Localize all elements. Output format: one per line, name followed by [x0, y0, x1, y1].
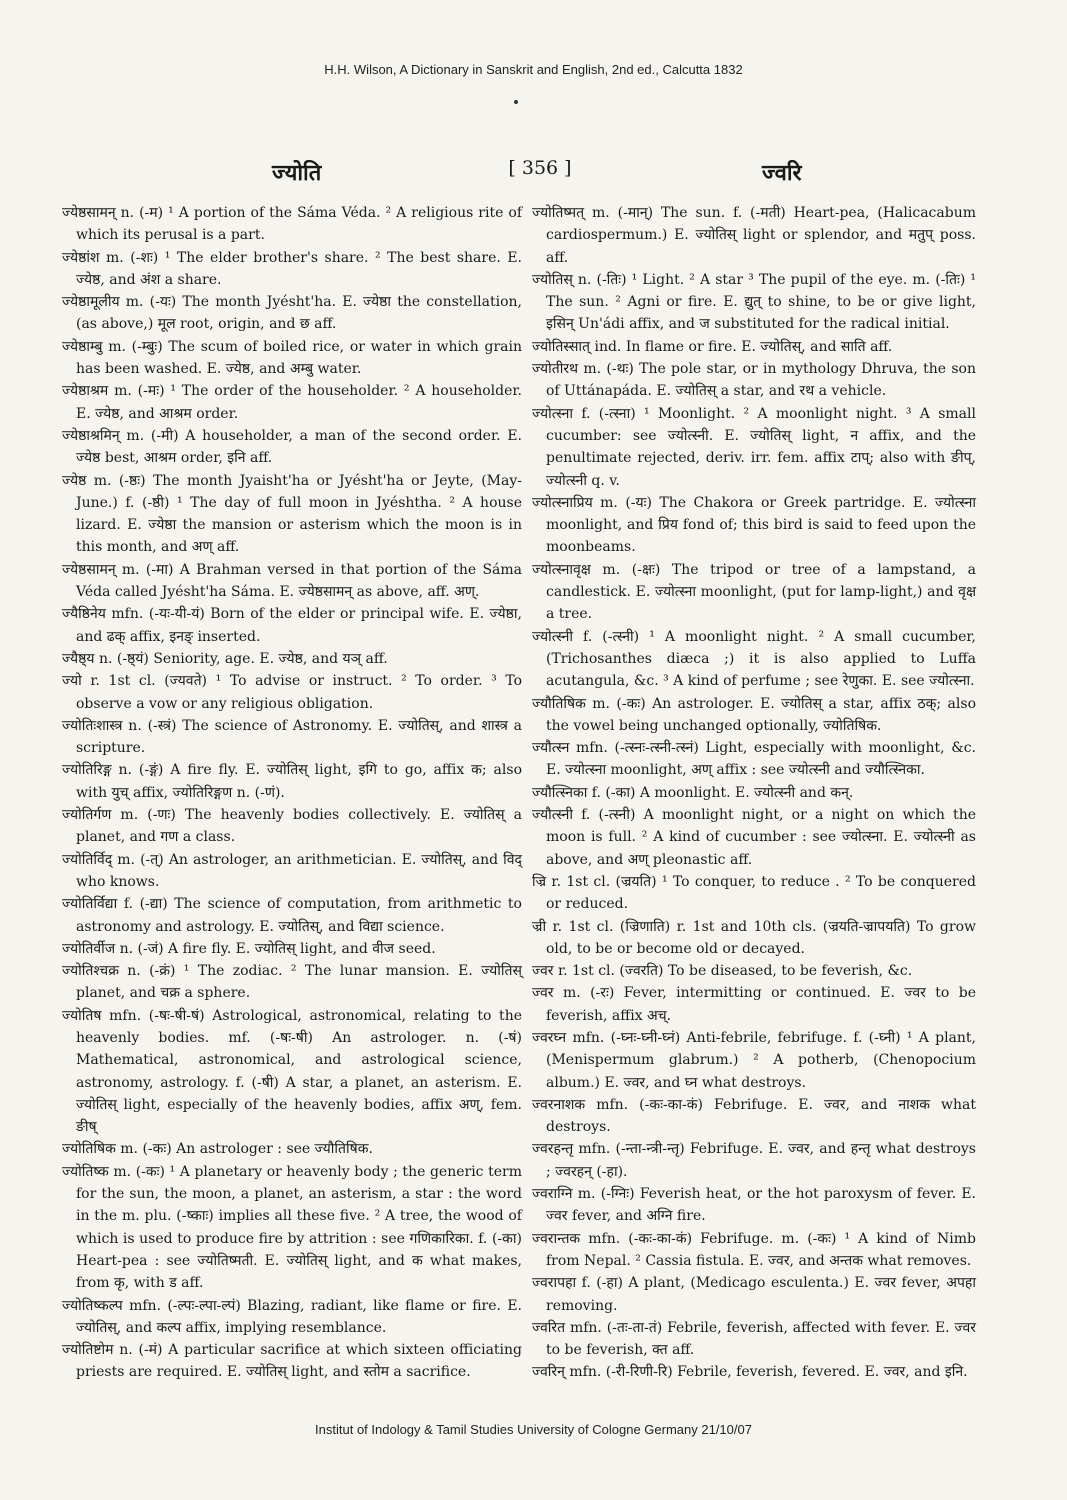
- dictionary-entry: ज्येष्ठाम्बु m. (-म्बुः) The scum of boiled rice, or water in which grain has been washed. E. ज्येष्ठ, and अम्बु water.: [62, 338, 522, 378]
- dictionary-entry: ज्योत्स्नी f. (-त्स्नी) ¹ A moonlight night. ² A small cucumber, (Trichosanthes diæca ;) it is also applied to Luffa acutangula, &c. ³ A kind of perfume ; see रेणुका. E. see ज्योत्स्ना.: [532, 628, 976, 690]
- left-column: [62, 202, 522, 1384]
- dictionary-entry: ज्यौत्स्न mfn. (-त्स्नः-त्स्नी-त्स्नं) Light, especially with moonlight, &c. E. ज्योत्स्ना moonlight, अण् affix : see ज्योत्स्नी and ज्यौत्स्निका.: [532, 740, 976, 779]
- dictionary-entry: ज्वर m. (-रः) Fever, intermitting or continued. E. ज्वर to be feverish, affix अच्.: [532, 985, 976, 1024]
- dictionary-entry: ज्वर r. 1st cl. (ज्वरति) To be diseased, to be feverish, &c.: [532, 963, 913, 980]
- right-column: [532, 202, 976, 1384]
- dictionary-entry: ज्रि r. 1st cl. (ज्रयति) ¹ To conquer, to reduce . ² To be conquered or reduced.: [532, 873, 976, 913]
- dictionary-entry: ज्योतिश्चक्र n. (-क्रं) ¹ The zodiac. ² The lunar mansion. E. ज्योतिस् planet, and चक्र a sphere.: [62, 963, 522, 1002]
- dictionary-entry: ज्येष्ठसामन् n. (-म) ¹ A portion of the Sáma Véda. ² A religious rite of which its perusal is a part.: [62, 205, 522, 244]
- dictionary-entry: ज्यो r. 1st cl. (ज्यवते) ¹ To advise or instruct. ² To order. ³ To observe a vow or any religious obligation.: [62, 673, 522, 712]
- dictionary-entry: ज्री r. 1st cl. (ज्रिणाति) r. 1st and 10th cls. (ज्रयति-ज्रापयति) To grow old, to be or become old or decayed.: [532, 918, 976, 957]
- page-number: [ 356 ]: [508, 157, 572, 179]
- dictionary-entry: ज्येष्ठांश m. (-शः) ¹ The elder brother's share. ² The best share. E. ज्येष्ठ, and अंश a share.: [62, 249, 522, 288]
- dictionary-entry: ज्येष्ठसामन् m. (-मा) A Brahman versed in that portion of the Sáma Véda called Jyésht'ha Sáma. E. ज्येष्ठसामन् as above, aff. अण्.: [62, 561, 522, 601]
- dictionary-entry: ज्योतिरिङ्ग n. (-ङ्गं) A fire fly. E. ज्योतिस् light, इगि to go, affix क; also with युच् affix, ज्योतिरिङ्गण n. (-णं).: [62, 762, 522, 801]
- dictionary-entry: ज्वरनाशक mfn. (-कः-का-कं) Febrifuge. E. ज्वर, and नाशक what destroys.: [532, 1096, 976, 1136]
- dictionary-entry: ज्यौत्स्निका f. (-का) A moonlight. E. ज्योत्स्नी and कन्.: [532, 784, 854, 801]
- dictionary-entry: ज्योतिष mfn. (-षः-षी-षं) Astrological, astronomical, relating to the heavenly bodies. mf. (-षः-षी) An astrologer. n. (-षं) Mathematical, astronomical, and astrological science, astronomy, astrology. f. (-षी) A star, a planet, an asterism. E. ज्योतिस् light, especially of the heavenly bodies, affix अण्, fem. ङीष्: [62, 1007, 522, 1136]
- dictionary-entry: ज्यैष्ठिनेय mfn. (-यः-यी-यं) Born of the elder or principal wife. E. ज्येष्ठा, and ढक् affix, इनङ् inserted.: [62, 606, 522, 645]
- dictionary-entry: ज्वरापहा f. (-हा) A plant, (Medicago esculenta.) E. ज्वर fever, अपहा removing.: [532, 1275, 976, 1314]
- right-headword: ज्वरि: [762, 160, 802, 186]
- dictionary-entry: ज्योत्स्ना f. (-त्स्ना) ¹ Moonlight. ² A moonlight night. ³ A small cucumber: see ज्योत्स्नी. E. ज्योतिस् light, न affix, and the penultimate rejected, deriv. irr. fem. affix टाप्; also with ङीप्, ज्योत्स्नी q. v.: [532, 405, 976, 489]
- dictionary-entry: ज्योत्स्नाप्रिय m. (-यः) The Chakora or Greek partridge. E. ज्योत्स्ना moonlight, and प्रिय fond of; this bird is said to feed upon the moonbeams.: [532, 494, 976, 556]
- dictionary-entry: ज्वरघ्न mfn. (-घ्नः-घ्नी-घ्नं) Anti-febrile, febrifuge. f. (-घ्नी) ¹ A plant, (Menispermum glabrum.) ² A potherb, (Chenopocium album.) E. ज्वर, and घ्न what destroys.: [532, 1029, 976, 1091]
- dictionary-entry: ज्योतिष्टोम n. (-मं) A particular sacrifice at which sixteen officiating priests are required. E. ज्योतिस् light, and स्तोम a sacrifice.: [62, 1342, 522, 1381]
- dictionary-entry: ज्योतिर्विद्या f. (-द्या) The science of computation, from arithmetic to astronomy and astrology. E. ज्योतिस्, and विद्या science.: [62, 896, 522, 935]
- speck-mark: [514, 100, 518, 104]
- dictionary-entry: ज्येष्ठाश्रमिन् m. (-मी) A householder, a man of the second order. E. ज्येष्ठ best, आश्रम order, इनि aff.: [62, 427, 522, 467]
- dictionary-entry: ज्वराग्नि m. (-ग्निः) Feverish heat, or the hot paroxysm of fever. E. ज्वर fever, and अग्नि fire.: [532, 1186, 976, 1225]
- dictionary-entry: ज्योतिस् n. (-तिः) ¹ Light. ² A star ³ The pupil of the eye. m. (-तिः) ¹ The sun. ² Agni or fire. E. द्युत् to shine, to be or give light, इसिन् Un'ádi affix, and ज substituted for the radical initial.: [532, 271, 976, 333]
- dictionary-entry: ज्येष्ठामूलीय m. (-यः) The month Jyésht'ha. E. ज्येष्ठा the constellation, (as above,) मूल root, origin, and छ aff.: [62, 294, 522, 333]
- dictionary-entry: ज्योतिष्कल्प mfn. (-ल्पः-ल्पा-ल्पं) Blazing, radiant, like flame or fire. E. ज्योतिस्, and कल्प affix, implying resemblance.: [62, 1297, 522, 1336]
- dictionary-entry: ज्योतिर्गण m. (-णः) The heavenly bodies collectively. E. ज्योतिस् a planet, and गण a class.: [62, 807, 522, 846]
- dictionary-entry: ज्वरित mfn. (-तः-ता-तं) Febrile, feverish, affected with fever. E. ज्वर to be feverish, क्त aff.: [532, 1319, 976, 1359]
- dictionary-entry: ज्वरहन्तृ mfn. (-न्ता-न्त्री-न्तृ) Febrifuge. E. ज्वर, and हन्तृ what destroys ; ज्वरहन् (-हा).: [532, 1141, 976, 1180]
- dictionary-entry: ज्योतिर्वीज n. (-जं) A fire fly. E. ज्योतिस् light, and वीज seed.: [62, 940, 436, 957]
- dictionary-entry: ज्यौत्स्नी f. (-त्स्नी) A moonlight night, or a night on which the moon is full. ² A kind of cucumber : see ज्योत्स्ना. E. ज्योत्स्नी as above, and अण् pleonastic aff.: [532, 807, 976, 868]
- dictionary-entry: ज्वरिन् mfn. (-री-रिणी-रि) Febrile, feverish, fevered. E. ज्वर, and इनि.: [532, 1364, 968, 1381]
- dictionary-entry: ज्योतिःशास्त्र n. (-स्त्रं) The science of Astronomy. E. ज्योतिस्, and शास्त्र a scripture.: [62, 717, 522, 757]
- dictionary-entry: ज्वरान्तक mfn. (-कः-का-कं) Febrifuge. m. (-कः) ¹ A kind of Nimb from Nepal. ² Cassia fistula. E. ज्वर, and अन्तक what removes.: [532, 1230, 976, 1269]
- dictionary-entry: ज्योतिष्क m. (-कः) ¹ A planetary or heavenly body ; the generic term for the sun, the moon, a planet, an asterism, a star : the word in the m. plu. (-ष्काः) implies all these five. ² A tree, the wood of which is used to produce fire by attrition : see गणिकारिका. f. (-का) Heart-pea : see ज्योतिष्मती. E. ज्योतिस् light, and क what makes, from कृ, with ड aff.: [62, 1163, 522, 1292]
- dictionary-entry: ज्येष्ठाश्रम m. (-मः) ¹ The order of the householder. ² A householder. E. ज्येष्ठ, and आश्रम order.: [62, 383, 522, 422]
- dictionary-entry: ज्योतिस्सात् ind. In flame or fire. E. ज्योतिस्, and साति aff.: [532, 338, 893, 355]
- left-headword: ज्योति: [272, 160, 322, 186]
- dictionary-entry: ज्योत्स्नावृक्ष m. (-क्षः) The tripod or tree of a lampstand, a candlestick. E. ज्योत्स्ना moonlight, (put for lamp-light,) and वृक्ष a tree.: [532, 561, 976, 623]
- dictionary-entry: ज्येष्ठ m. (-ष्ठः) The month Jyaisht'ha or Jyésht'ha or Jeyte, (May-June.) f. (-ष्ठी) ¹ The day of full moon in Jyéshtha. ² A house lizard. E. ज्येष्ठा the mansion or asterism which the moon is in this month, and अण् aff.: [62, 472, 522, 556]
- library-caption: Institut of Indology & Tamil Studies University of Cologne Germany 21/10/07: [315, 1422, 752, 1437]
- dictionary-entry: ज्योतिषिक m. (-कः) An astrologer : see ज्यौतिषिक.: [62, 1141, 373, 1158]
- page-header: [60, 157, 1020, 187]
- source-caption: H.H. Wilson, A Dictionary in Sanskrit and English, 2nd ed., Calcutta 1832: [324, 62, 743, 77]
- dictionary-entry: ज्योतिष्मत् m. (-मान्) The sun. f. (-मती) Heart-pea, (Halicacabum cardiospermum.) E. ज्योतिस् light or splendor, and मतुप् poss. aff.: [532, 205, 976, 266]
- dictionary-entry: ज्योतिर्विद् m. (-त्) An astrologer, an arithmetician. E. ज्योतिस्, and विद् who knows.: [62, 851, 522, 890]
- dictionary-entry: ज्यैष्ठ्य n. (-ष्ठ्यं) Seniority, age. E. ज्येष्ठ, and यञ् aff.: [62, 650, 388, 667]
- dictionary-entry: ज्यौतिषिक m. (-कः) An astrologer. E. ज्योतिस् a star, affix ठक्; also the vowel being unchanged optionally, ज्योतिषिक.: [532, 695, 976, 734]
- dictionary-entry: ज्योतीरथ m. (-थः) The pole star, or in mythology Dhruva, the son of Uttánapáda. E. ज्योतिस् a star, and रथ a vehicle.: [532, 361, 976, 400]
